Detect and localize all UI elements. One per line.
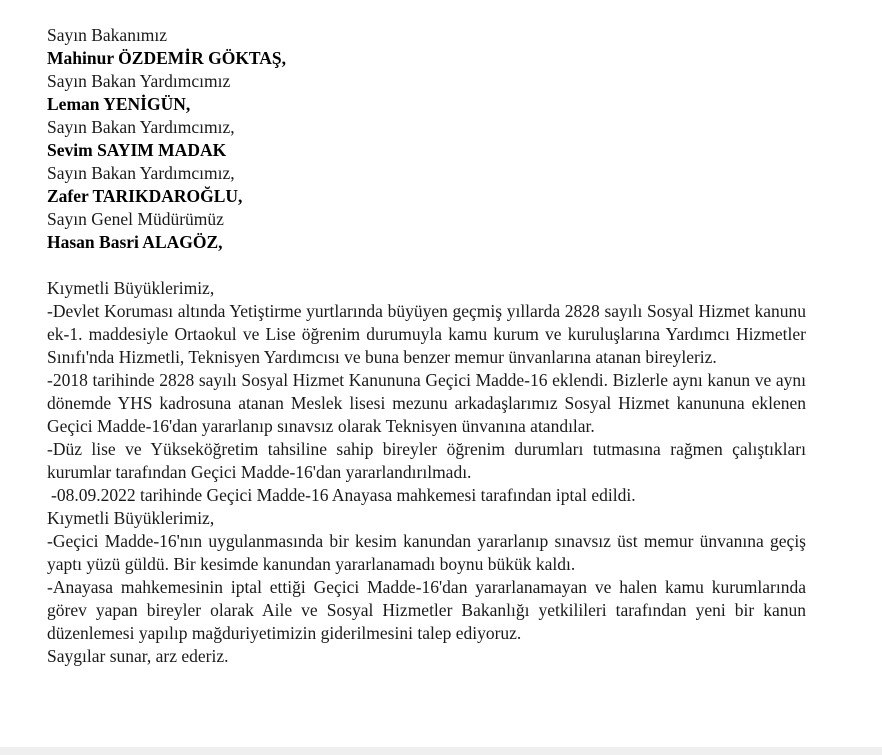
addressee-name-5: Hasan Basri ALAGÖZ, [47,232,223,252]
spacer [47,254,806,277]
salutation-title-1: Sayın Bakanımız [47,25,168,45]
paragraph-2: -2018 tarihinde 2828 sayılı Sosyal Hizmet Kanununa Geçici Madde-16 eklendi. Bizlerle aynı kanun ve aynı dönemde YHS kadrosuna atanan Meslek lisesi mezunu arkadaşlarımız Sosyal Hizmet kanununa eklenen Geçici Madde-16'dan yararlanıp sınavsız olarak Teknisyen ünvanına atandılar. [47,370,806,436]
salutation-title-2: Sayın Bakan Yardımcımız [47,71,231,91]
paragraph-1: -Devlet Koruması altında Yetiştirme yurtlarında büyüyen geçmiş yıllarda 2828 sayılı Sosyal Hizmet kanunu ek-1. maddesiyle Ortaokul ve Lise öğrenim durumuyla kamu kurum ve kuruluşlarına Yardımcı Hizmetler Sınıfı'nda Hizmetli, Teknisyen Yardımcısı ve buna benzer memur ünvanlarına atanan bireyleriz. [47,301,806,367]
addressee-name-2: Leman YENİGÜN, [47,94,191,114]
salutation-title-5: Sayın Genel Müdürümüz [47,209,224,229]
paragraph-4: -08.09.2022 tarihinde Geçici Madde-16 Anayasa mahkemesi tarafından iptal edildi. [51,485,636,505]
salutation-title-4: Sayın Bakan Yardımcımız, [47,163,235,183]
addressee-name-3: Sevim SAYIM MADAK [47,140,227,160]
paragraph-5: -Geçici Madde-16'nın uygulanmasında bir kesim kanundan yararlanıp sınavsız üst memur ünvanına geçiş yaptı yüzü güldü. Bir kesimde kanundan yararlanamadı boynu bükük kaldı. [47,531,806,574]
salutation-title-3: Sayın Bakan Yardımcımız, [47,117,235,137]
paragraph-6: -Anayasa mahkemesinin iptal ettiği Geçici Madde-16'dan yararlanamayan ve halen kamu kurumlarında görev yapan bireyler olarak Aile ve Sosyal Hizmetler Bakanlığı yetkilileri tarafından yeni bir kanun düzenlemesi yapılıp mağduriyetimizin giderilmesini talep ediyoruz. [47,577,806,643]
greeting-2: Kıymetli Büyüklerimiz, [47,508,215,528]
closing-line: Saygılar sunar, arz ederiz. [47,646,229,666]
salutation-block [47,24,806,254]
bottom-border-strip [0,747,882,755]
letter-body [47,277,806,668]
addressee-name-4: Zafer TARIKDAROĞLU, [47,186,243,206]
addressee-name-1: Mahinur ÖZDEMİR GÖKTAŞ, [47,48,287,68]
paragraph-3: -Düz lise ve Yükseköğretim tahsiline sahip bireyler öğrenim durumları tutmasına rağmen çalıştıkları kurumlar tarafından Geçici Madde-16'dan yararlandırılmadı. [47,439,806,482]
greeting-1: Kıymetli Büyüklerimiz, [47,278,215,298]
